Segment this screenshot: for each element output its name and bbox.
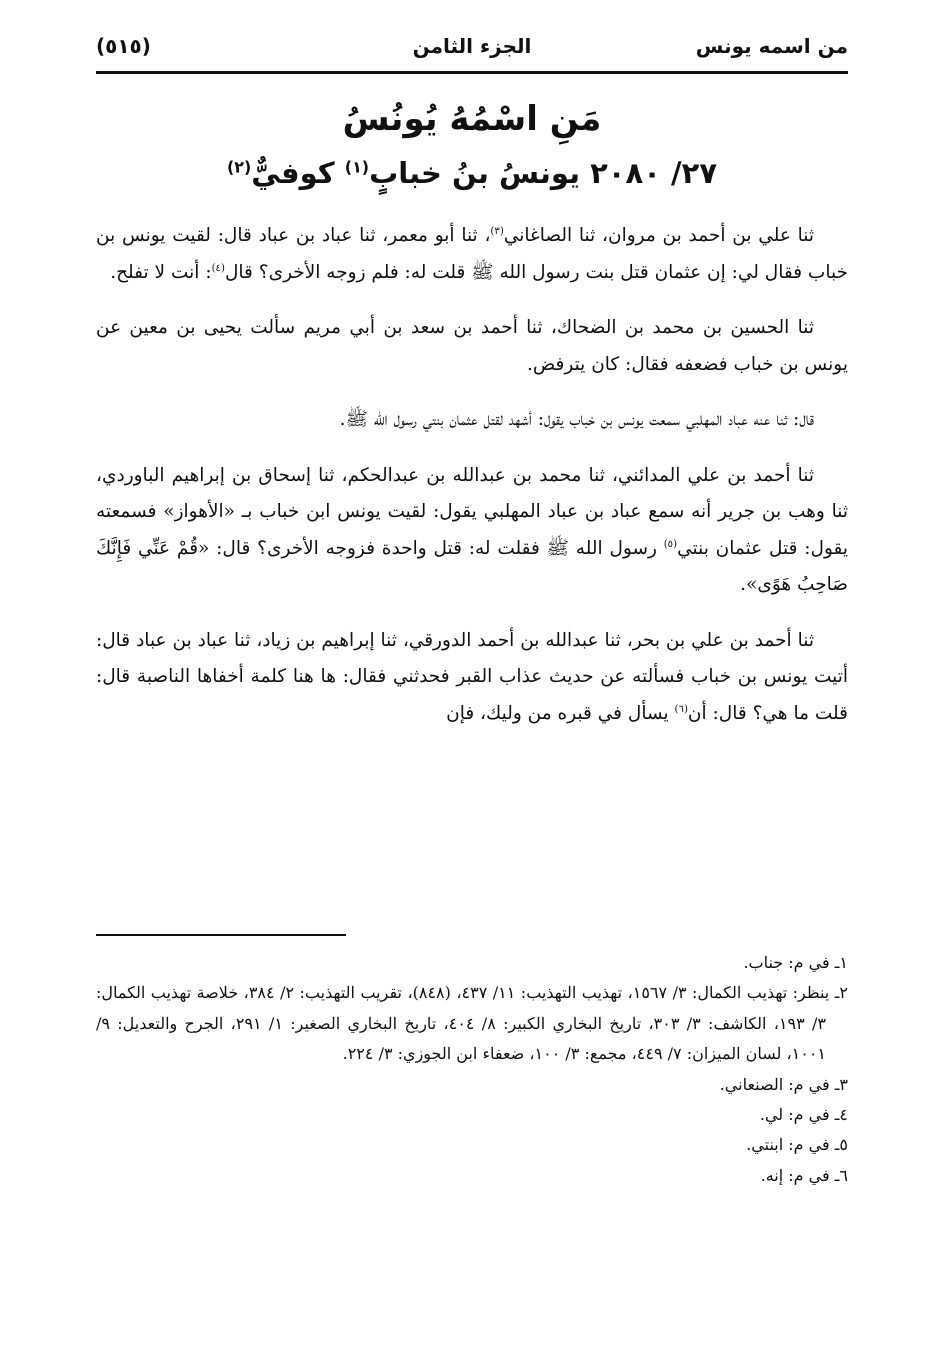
paragraph: قال: ثنا عنه عباد المهلبي سمعت يونس بن خباب يقول: أشهد لقتل عثمان بنتي رسول الله ﷺ. — [339, 409, 814, 430]
footnote: ٣ـ في م: الصنعاني. — [719, 1074, 848, 1094]
footnote: ٢ـ ينظر: تهذيب الكمال: ٣/ ١٥٦٧، تهذيب التهذيب: ١١/ ٤٣٧، (٨٤٨)، تقريب التهذيب: ٢/ ٣٨٤، خلاصة تهذيب الكمال: ٣/ ١٩٣، الكاشف: ٣/ ٣٠٣، تاريخ البخاري الكبير: ٨/ ٤٠٤، تاريخ البخاري الصغير: ١/ ٢٩١، الجرح والتعديل: ٩/ ١٠٠١، لسان الميزان: ٧/ ٤٤٩، مجمع: ٣/ ١٠٠، ضعفاء ابن الجوزي: ٣/ ٢٢٤. — [96, 983, 849, 1064]
footnote-ref: (١) — [344, 157, 370, 177]
footnote: ٤ـ في م: لي. — [759, 1105, 848, 1125]
entry-title — [96, 150, 848, 196]
footnote: ١ـ في م: جناب. — [743, 953, 848, 972]
header-rule — [96, 71, 848, 74]
running-title: من اسمه يونس — [695, 34, 848, 58]
footnote-rule — [96, 934, 346, 936]
entry-descriptor: كوفيٌّ — [251, 156, 335, 190]
footnote-ref: (٣) — [490, 225, 504, 237]
page-header — [96, 34, 848, 68]
footnote-ref: (٦) — [674, 703, 688, 715]
paragraph: ثنا الحسين بن محمد بن الضحاك، ثنا أحمد بن سعد بن أبي مريم سألت يحيى بن معين عن يونس بن خباب فضعفه فقال: كان يترفض. — [96, 317, 848, 375]
footnote: ٥ـ في م: ابنتي. — [746, 1135, 848, 1155]
volume-label: الجزء الثامن — [412, 34, 532, 58]
section-title: مَنِ اسْمُهُ يُونُسُ — [342, 99, 602, 139]
paragraph: ثنا أحمد بن علي المدائني، ثنا محمد بن عبدالله بن عبدالحكم، ثنا إسحاق بن إبراهيم الباوردي، ثنا وهب بن جرير أنه سمع عباد بن عباد المهلبي يقول: لقيت يونس ابن خباب بـ «الأهواز» فسمعته يقول: قتل عثمان بنتي$^{(٥)}$ رسول الله ﷺ فقلت له: قتل واحدة فزوجه الأخرى؟ قال: «قُمْ عَنِّي فَإِنَّكَ صَاحِبُ هَوًى». — [96, 464, 849, 595]
footnote-ref: (٥) — [663, 538, 678, 550]
entry-number: ٢٧/ ٢٠٨٠ — [590, 156, 718, 190]
footnote-ref: (٢) — [226, 157, 252, 177]
main-text — [96, 218, 848, 751]
paragraph: ثنا علي بن أحمد بن مروان، ثنا الصاغاني$^{(٣)}$، ثنا أبو معمر، ثنا عباد بن عباد قال: لقيت يونس بن خباب فقال لي: إن عثمان قتل بنت رسول الله ﷺ قلت له: فلم زوجه الأخرى؟ قال$^{(٤)}$: أنت لا تفلح. — [96, 225, 848, 283]
paragraph: ثنا أحمد بن علي بن بحر، ثنا عبدالله بن أحمد الدورقي، ثنا إبراهيم بن زياد، ثنا عباد بن عباد قال: أتيت يونس بن خباب فسألته عن حديث عذاب القبر فحدثني فقال: ها هنا كلمة أخفاها الناصبة قال: قلت ما هي؟ قال: أن$^{(٦)}$ يسأل في قبره من وليك، فإن — [96, 629, 848, 724]
footnotes — [96, 948, 848, 1191]
footnote-ref: (٤) — [211, 262, 225, 274]
footnote: ٦ـ في م: إنه. — [760, 1165, 848, 1185]
page-number: (٥١٥) — [96, 34, 151, 58]
entry-name: يونسُ بنُ خبابٍ — [369, 156, 580, 190]
